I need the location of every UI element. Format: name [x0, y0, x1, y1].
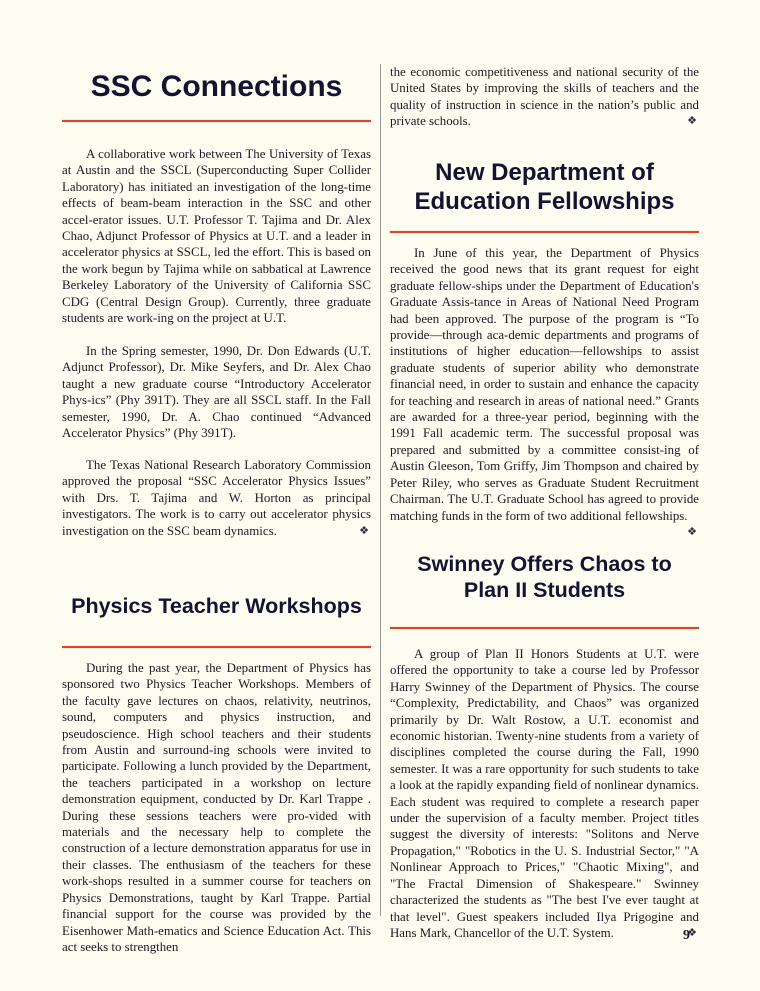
- ssc-paragraph-3: [62, 457, 371, 539]
- title-line-2: Plan II Students: [463, 578, 626, 602]
- article-title-swinney-chaos: [390, 551, 699, 603]
- headline-rule: [62, 646, 371, 648]
- end-of-article-icon: ❖: [687, 524, 697, 538]
- column-divider: [380, 64, 381, 916]
- workshops-paragraph-1: During the past year, the Department of Physics has sponsored two Physics Teacher Workshops. Members of the faculty gave lectures on chaos, relativity, neutrinos, sound, computers and physics instruction, and pseudoscience. High school teachers and their students from Austin and surround-ing schools were invited to participate. Following a lunch provided by the Department, the teachers participated in a workshop on lecture demonstration equipment, conducted by Dr. Karl Trappe . During these sessions teachers were pro-vided with materials and the necessary help to complete the construction of a lecture demonstration apparatus for use in their classes. The enthusiasm of the teachers for these work-shops resulted in a summer course for teachers on Physics Demonstrations, taught by Karl Trappe. Partial financial support for the course was provided by the Eisenhower Math-ematics and Science Education Act. This act seeks to strengthen: [62, 661, 371, 954]
- workshops-continuation: [390, 64, 699, 130]
- title-line-2: Education Fellowships: [414, 188, 675, 215]
- end-of-article-icon: ❖: [687, 114, 697, 128]
- title-line-1: New Department of: [435, 159, 654, 186]
- ssc-paragraph-2: In the Spring semester, 1990, Dr. Don Edwards (U.T. Adjunct Professor), Dr. Mike Seyfers, and Dr. Alex Chao taught a new graduate course “Introductory Accelerator Phys-ics” (Phy 391T). They are all SSCL staff. In the Fall semester, 1990, Dr. A. Chao continued “Advanced Accelerator Physics” (Phy 391T).: [62, 344, 371, 441]
- article-title-physics-teacher-workshops: Physics Teacher Workshops: [71, 594, 362, 618]
- article-title-education-fellowships: [390, 158, 699, 216]
- headline-rule: [390, 231, 699, 233]
- ssc-paragraph-3-text: The Texas National Research Laboratory Commission approved the proposal “SSC Accelerator Physics Issues” with Drs. T. Tajima and W. Horton as principal investigators. The work is to carry out accelerator physics investigation on the SSC beam dynamics.: [62, 458, 371, 538]
- end-of-article-icon: ❖: [687, 925, 697, 939]
- fellowships-paragraph-1-text: In June of this year, the Department of Physics received the good news that its grant request for eight graduate fellow-ships under the Department of Education's Graduate Assis-tance in Areas of National Need Program had been approved. The purpose of the program is “To provide—through aca-demic departments and programs of institutions of higher education—fellowships to assist graduate students of superior ability who demonstrate financial need, in order to sustain and enhance the capacity for teaching and research in areas of national need.” Grants are awarded for a three-year period, beginning with the 1991 Fall academic term. The successful proposal was prepared and submitted by a committee consist-ing of Austin Gleeson, Tom Griffy, Jim Thompson and chaired by Peter Riley, who serves as Graduate Student Recruitment Chairman. The U.T. Graduate School has agreed to provide matching funds in the form of two additional fellowships.: [390, 246, 699, 523]
- title-line-1: Swinney Offers Chaos to: [417, 552, 672, 576]
- article-title-ssc-connections: SSC Connections: [90, 70, 343, 103]
- end-of-article-icon: ❖: [359, 523, 369, 537]
- headline-rule: [62, 120, 371, 122]
- ssc-paragraph-1: A collaborative work between The University of Texas at Austin and the SSCL (Superconducting Super Collider Laboratory) has initiated an investigation of the long-time effects of beam-beam interaction in the SSC and other accel-erator issues. U.T. Professor T. Tajima and Dr. Alex Chao, Adjunct Professor of Physics at U.T. and a leader in accelerator physics at SSCL, led the effort. This is based on the work begun by Tajima while on sabbatical at Lawrence Berkeley Laboratory of the University of California SSC CDG (Central Design Group). Currently, three graduate students are work-ing on the project at U.T.: [62, 147, 371, 326]
- swinney-paragraph-1-text: A group of Plan II Honors Students at U.T. were offered the opportunity to take a course led by Professor Harry Swinney of the Department of Physics. The course “Complexity, Predictability, and Chaos” was organized primarily by Dr. Walt Rostow, a U.T. economist and economic historian. Twenty-nine students from a variety of disciplines completed the course during the Fall, 1990 semester. It was a rare opportunity for such students to take a look at the rapidly expanding field of nonlinear dynamics. Each student was required to complete a research paper under the supervision of a faculty member. Project titles suggest the diversity of interests: "Solitons and Nerve Propagation," "Robotics in the U. S. Industrial Sector," "A Nonlinear Approach to Prices," "Chaotic Mixing", and "The Fractal Dimension of Shakespeare." Swinney characterized the students as "The best I've ever taught at that level". Guest speakers included Ilya Prigogine and Hans Mark, Chancellor of the U.T. System.: [390, 647, 699, 940]
- workshops-continuation-text: the economic competitiveness and national security of the United States by improving the skills of teachers and the quality of instruction in science in the nation’s public and private schools.: [390, 65, 699, 129]
- headline-rule: [390, 627, 699, 629]
- swinney-paragraph-1: [390, 646, 699, 941]
- fellowships-paragraph-1: [390, 245, 699, 540]
- page-number: 9: [683, 928, 690, 943]
